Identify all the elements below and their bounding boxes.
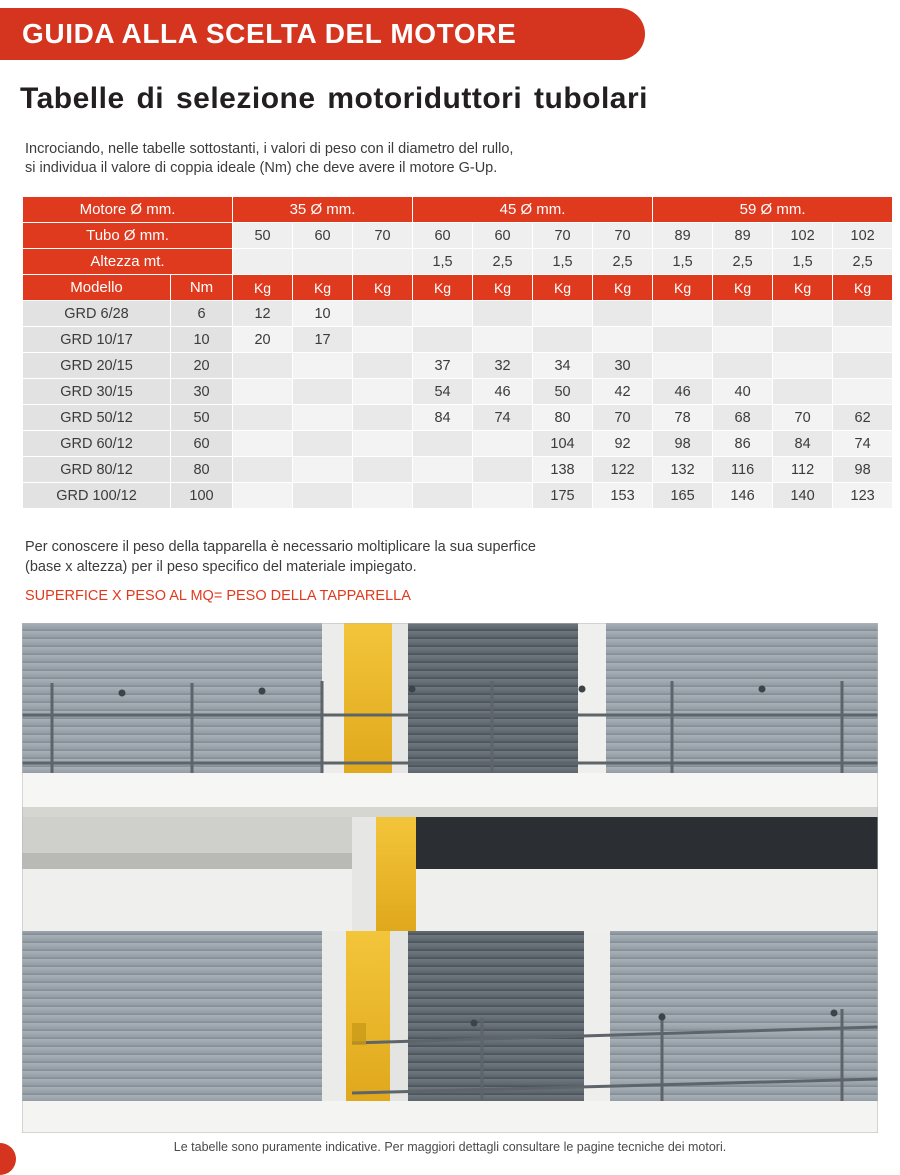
row-value [353,457,413,483]
height-cell: 1,5 [653,249,713,275]
unit-header-cell: Kg [833,275,893,301]
unit-header-cell: Kg [593,275,653,301]
tube-diameter-cell: 50 [233,223,293,249]
row-model: GRD 10/17 [23,327,171,353]
row-value [233,457,293,483]
row-value [533,327,593,353]
row-value [473,327,533,353]
unit-header-cell: Kg [653,275,713,301]
row-value [293,483,353,509]
row-value [353,379,413,405]
row-nm: 20 [171,353,233,379]
row-value [833,353,893,379]
motor-group-35: 35 Ø mm. [233,197,413,223]
row-value [413,327,473,353]
row-value: 86 [713,431,773,457]
row-value [773,353,833,379]
row-value: 46 [473,379,533,405]
row-value [653,353,713,379]
row-nm: 80 [171,457,233,483]
table-row [23,457,893,483]
row-value: 153 [593,483,653,509]
row-model: GRD 80/12 [23,457,171,483]
table-row-units [23,275,893,301]
height-cell [293,249,353,275]
row-value [593,327,653,353]
row-value [713,301,773,327]
row-value: 32 [473,353,533,379]
row-nm: 30 [171,379,233,405]
unit-header-cell: Kg [773,275,833,301]
label-altezza: Altezza mt. [23,249,233,275]
row-value: 74 [473,405,533,431]
unit-header-cell: Kg [533,275,593,301]
unit-header-cell: Kg [293,275,353,301]
row-value: 98 [653,431,713,457]
row-value: 62 [833,405,893,431]
motor-group-59: 59 Ø mm. [653,197,893,223]
row-value: 20 [233,327,293,353]
row-value: 132 [653,457,713,483]
row-value: 84 [413,405,473,431]
row-value [473,483,533,509]
row-value [773,379,833,405]
panel-detail [352,1023,366,1045]
row-model: GRD 50/12 [23,405,171,431]
row-value: 68 [713,405,773,431]
selection-table-wrapper [22,196,878,509]
height-cell: 2,5 [593,249,653,275]
row-nm: 6 [171,301,233,327]
height-cell: 1,5 [773,249,833,275]
weight-note [25,537,785,577]
row-value [593,301,653,327]
unit-header-cell: Kg [713,275,773,301]
row-value [413,483,473,509]
row-value [353,301,413,327]
selection-table [22,196,893,509]
row-nm: 50 [171,405,233,431]
table-row [23,353,893,379]
row-value: 112 [773,457,833,483]
row-value: 54 [413,379,473,405]
row-value: 37 [413,353,473,379]
height-cell [353,249,413,275]
label-modello: Modello [23,275,171,301]
height-cell: 2,5 [473,249,533,275]
building-photo [22,623,878,1133]
row-value: 146 [713,483,773,509]
row-value [233,431,293,457]
row-value [353,353,413,379]
row-value [353,483,413,509]
row-value [773,301,833,327]
row-value: 78 [653,405,713,431]
header-banner [0,8,645,60]
row-value [293,431,353,457]
tube-diameter-cell: 60 [413,223,473,249]
row-value [653,301,713,327]
row-value: 175 [533,483,593,509]
row-value [653,327,713,353]
height-cell [233,249,293,275]
unit-header-cell: Kg [473,275,533,301]
table-row [23,431,893,457]
tube-diameter-cell: 60 [293,223,353,249]
row-value [473,431,533,457]
row-value [713,327,773,353]
row-value [833,379,893,405]
row-value: 40 [713,379,773,405]
motor-group-45: 45 Ø mm. [413,197,653,223]
height-cell: 2,5 [713,249,773,275]
row-value [353,405,413,431]
row-value [293,457,353,483]
row-value: 98 [833,457,893,483]
row-value [413,431,473,457]
row-value: 10 [293,301,353,327]
row-value [413,301,473,327]
row-value [233,353,293,379]
row-model: GRD 30/15 [23,379,171,405]
row-value [293,353,353,379]
tube-diameter-cell: 70 [533,223,593,249]
row-value: 30 [593,353,653,379]
row-value: 17 [293,327,353,353]
row-nm: 10 [171,327,233,353]
row-value: 116 [713,457,773,483]
row-value: 34 [533,353,593,379]
table-row [23,379,893,405]
row-value: 104 [533,431,593,457]
row-value [833,327,893,353]
row-value [833,301,893,327]
row-value: 74 [833,431,893,457]
row-nm: 60 [171,431,233,457]
tube-diameter-cell: 89 [653,223,713,249]
unit-header-cell: Kg [413,275,473,301]
row-value [413,457,473,483]
row-value [233,483,293,509]
label-motore: Motore Ø mm. [23,197,233,223]
building-photo-illustration [22,623,878,1133]
row-value [293,405,353,431]
table-row-tube-diameter [23,223,893,249]
row-value: 70 [593,405,653,431]
row-value: 50 [533,379,593,405]
table-row-motor-groups [23,197,893,223]
height-cell: 2,5 [833,249,893,275]
row-value: 122 [593,457,653,483]
weight-note-line-2: (base x altezza) per il peso specifico del materiale impiegato. [25,559,417,575]
row-value [233,405,293,431]
row-value: 12 [233,301,293,327]
row-model: GRD 60/12 [23,431,171,457]
table-row [23,405,893,431]
row-value [773,327,833,353]
page-title: Tabelle di selezione motoriduttori tubolari [20,82,648,115]
row-value [713,353,773,379]
row-model: GRD 20/15 [23,353,171,379]
row-value [533,301,593,327]
row-value: 140 [773,483,833,509]
row-value [233,379,293,405]
tube-diameter-cell: 70 [593,223,653,249]
table-row-height [23,249,893,275]
table-row [23,483,893,509]
row-value: 92 [593,431,653,457]
row-value: 123 [833,483,893,509]
row-nm: 100 [171,483,233,509]
row-value: 80 [533,405,593,431]
tube-diameter-cell: 102 [833,223,893,249]
intro-paragraph [25,140,725,178]
row-value [473,457,533,483]
row-value: 138 [533,457,593,483]
weight-note-line-1: Per conoscere il peso della tapparella è necessario moltiplicare la sua superfice [25,539,536,555]
header-title: GUIDA ALLA SCELTA DEL MOTORE [22,18,517,49]
tube-diameter-cell: 60 [473,223,533,249]
row-model: GRD 6/28 [23,301,171,327]
row-value: 165 [653,483,713,509]
label-nm: Nm [171,275,233,301]
table-row [23,327,893,353]
tube-diameter-cell: 89 [713,223,773,249]
row-value [473,301,533,327]
label-tubo: Tubo Ø mm. [23,223,233,249]
row-value: 42 [593,379,653,405]
row-value [353,431,413,457]
table-row [23,301,893,327]
formula-highlight: SUPERFICE X PESO AL MQ= PESO DELLA TAPPARELLA [25,588,411,604]
footer-note: Le tabelle sono puramente indicative. Per maggiori dettagli consultare le pagine tecniche dei motori. [173,1140,727,1154]
intro-line-2: si individua il valore di coppia ideale (Nm) che deve avere il motore G-Up. [25,160,498,176]
row-value: 46 [653,379,713,405]
row-model: GRD 100/12 [23,483,171,509]
height-cell: 1,5 [413,249,473,275]
tube-diameter-cell: 70 [353,223,413,249]
row-value: 70 [773,405,833,431]
row-value: 84 [773,431,833,457]
intro-line-1: Incrociando, nelle tabelle sottostanti, i valori di peso con il diametro del rullo, [25,141,514,157]
row-value [293,379,353,405]
height-cell: 1,5 [533,249,593,275]
unit-header-cell: Kg [353,275,413,301]
unit-header-cell: Kg [233,275,293,301]
row-value [353,327,413,353]
tube-diameter-cell: 102 [773,223,833,249]
